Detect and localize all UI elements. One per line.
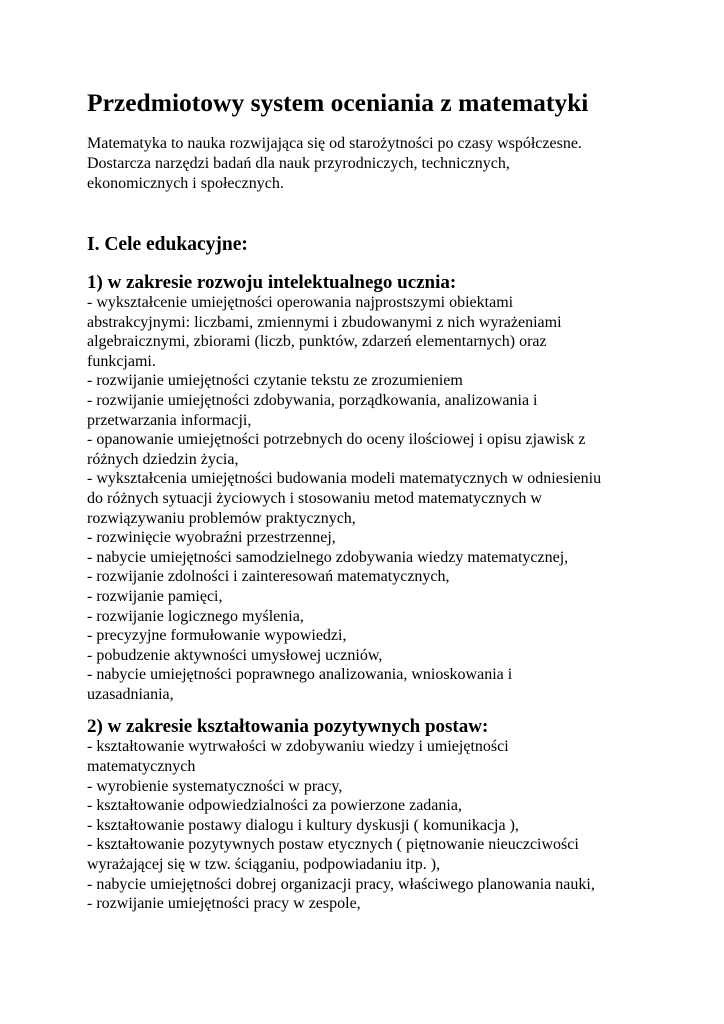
subsection-heading-attitudes xyxy=(87,717,687,737)
list-item-line: - wykształcenia umiejętności budowania modeli matematycznych w odniesieniu xyxy=(87,470,602,488)
subsection-number: 2) xyxy=(87,716,103,738)
list-item-line: funkcjami. xyxy=(87,352,156,370)
list-item-line: - wykształcenie umiejętności operowania najprostszymi obiektami xyxy=(87,294,514,311)
document-title: Przedmiotowy system oceniania z matematyki xyxy=(87,88,589,117)
subsection-attitudes-list xyxy=(87,737,687,913)
section-heading-cele: I. Cele edukacyjne: xyxy=(87,234,248,255)
subsection-heading-intellectual: 1) w zakresie rozwoju intelektualnego ucznia: xyxy=(87,272,457,293)
list-item-line: wyrażającej się w tzw. ściąganiu, podpowiadaniu itp. ), xyxy=(87,856,441,874)
list-item-line: różnych dziedzin życia, xyxy=(87,450,239,468)
list-item-line: - kształtowanie pozytywnych postaw etycznych ( piętnowanie nieuczciwości xyxy=(87,836,579,854)
list-item-line: - rozwijanie pamięci, xyxy=(87,587,223,605)
list-item-line: rozwiązywaniu problemów praktycznych, xyxy=(87,509,356,527)
list-item-line: - rozwijanie umiejętności pracy w zespole, xyxy=(87,895,361,913)
list-item-line: - rozwijanie logicznego myślenia, xyxy=(87,607,304,625)
list-item-line: - opanowanie umiejętności potrzebnych do oceny ilościowej i opisu zjawisk z xyxy=(87,431,586,449)
list-item-line: - kształtowanie wytrwałości w zdobywaniu wiedzy i umiejętności xyxy=(87,738,509,756)
list-item-line: - pobudzenie aktywności umysłowej uczniów, xyxy=(87,646,383,664)
list-item-line: - rozwijanie umiejętności zdobywania, porządkowania, analizowania i xyxy=(87,391,538,409)
list-item-line: - kształtowanie odpowiedzialności za powierzone zadania, xyxy=(87,797,462,815)
list-item-line: - precyzyjne formułowanie wypowiedzi, xyxy=(87,627,347,645)
list-item-line: - kształtowanie postawy dialogu i kultury dyskusji ( komunikacja ), xyxy=(87,816,519,834)
subsection-heading-text: w zakresie kształtowania pozytywnych postaw: xyxy=(102,716,489,738)
list-item-line: uzasadniania, xyxy=(87,685,174,703)
list-item-line: algebraicznymi, zbiorami (liczb, punktów, zdarzeń elementarnych) oraz xyxy=(87,333,547,351)
list-item-line: - wyrobienie systematyczności w pracy, xyxy=(87,777,343,795)
list-item-line: - nabycie umiejętności dobrej organizacji pracy, właściwego planowania nauki, xyxy=(87,875,595,893)
list-item-line: - rozwijanie umiejętności czytanie tekstu ze zrozumieniem xyxy=(87,372,463,390)
intro-line: Dostarcza narzędzi badań dla nauk przyrodniczych, technicznych, xyxy=(87,155,510,172)
list-item-line: - rozwinięcie wyobraźni przestrzennej, xyxy=(87,529,336,547)
subsection-intellectual-list xyxy=(87,293,687,704)
list-item-line: do różnych sytuacji życiowych i stosowaniu metod matematycznych w xyxy=(87,489,542,507)
intro-paragraph xyxy=(87,134,687,194)
list-item-line: - nabycie umiejętności poprawnego analizowania, wnioskowania i xyxy=(87,666,513,684)
list-item-line: - rozwijanie zdolności i zainteresowań matematycznych, xyxy=(87,568,450,586)
list-item-line: abstrakcyjnymi: liczbami, zmiennymi i zbudowanymi z nich wyrażeniami xyxy=(87,313,562,331)
document-page xyxy=(87,86,687,914)
list-item-line: - nabycie umiejętności samodzielnego zdobywania wiedzy matematycznej, xyxy=(87,548,569,566)
list-item-line: matematycznych xyxy=(87,758,196,776)
intro-line: ekonomicznych i społecznych. xyxy=(87,175,284,192)
list-item-line: przetwarzania informacji, xyxy=(87,411,252,429)
intro-line: Matematyka to nauka rozwijająca się od starożytności po czasy współczesne. xyxy=(87,135,582,152)
